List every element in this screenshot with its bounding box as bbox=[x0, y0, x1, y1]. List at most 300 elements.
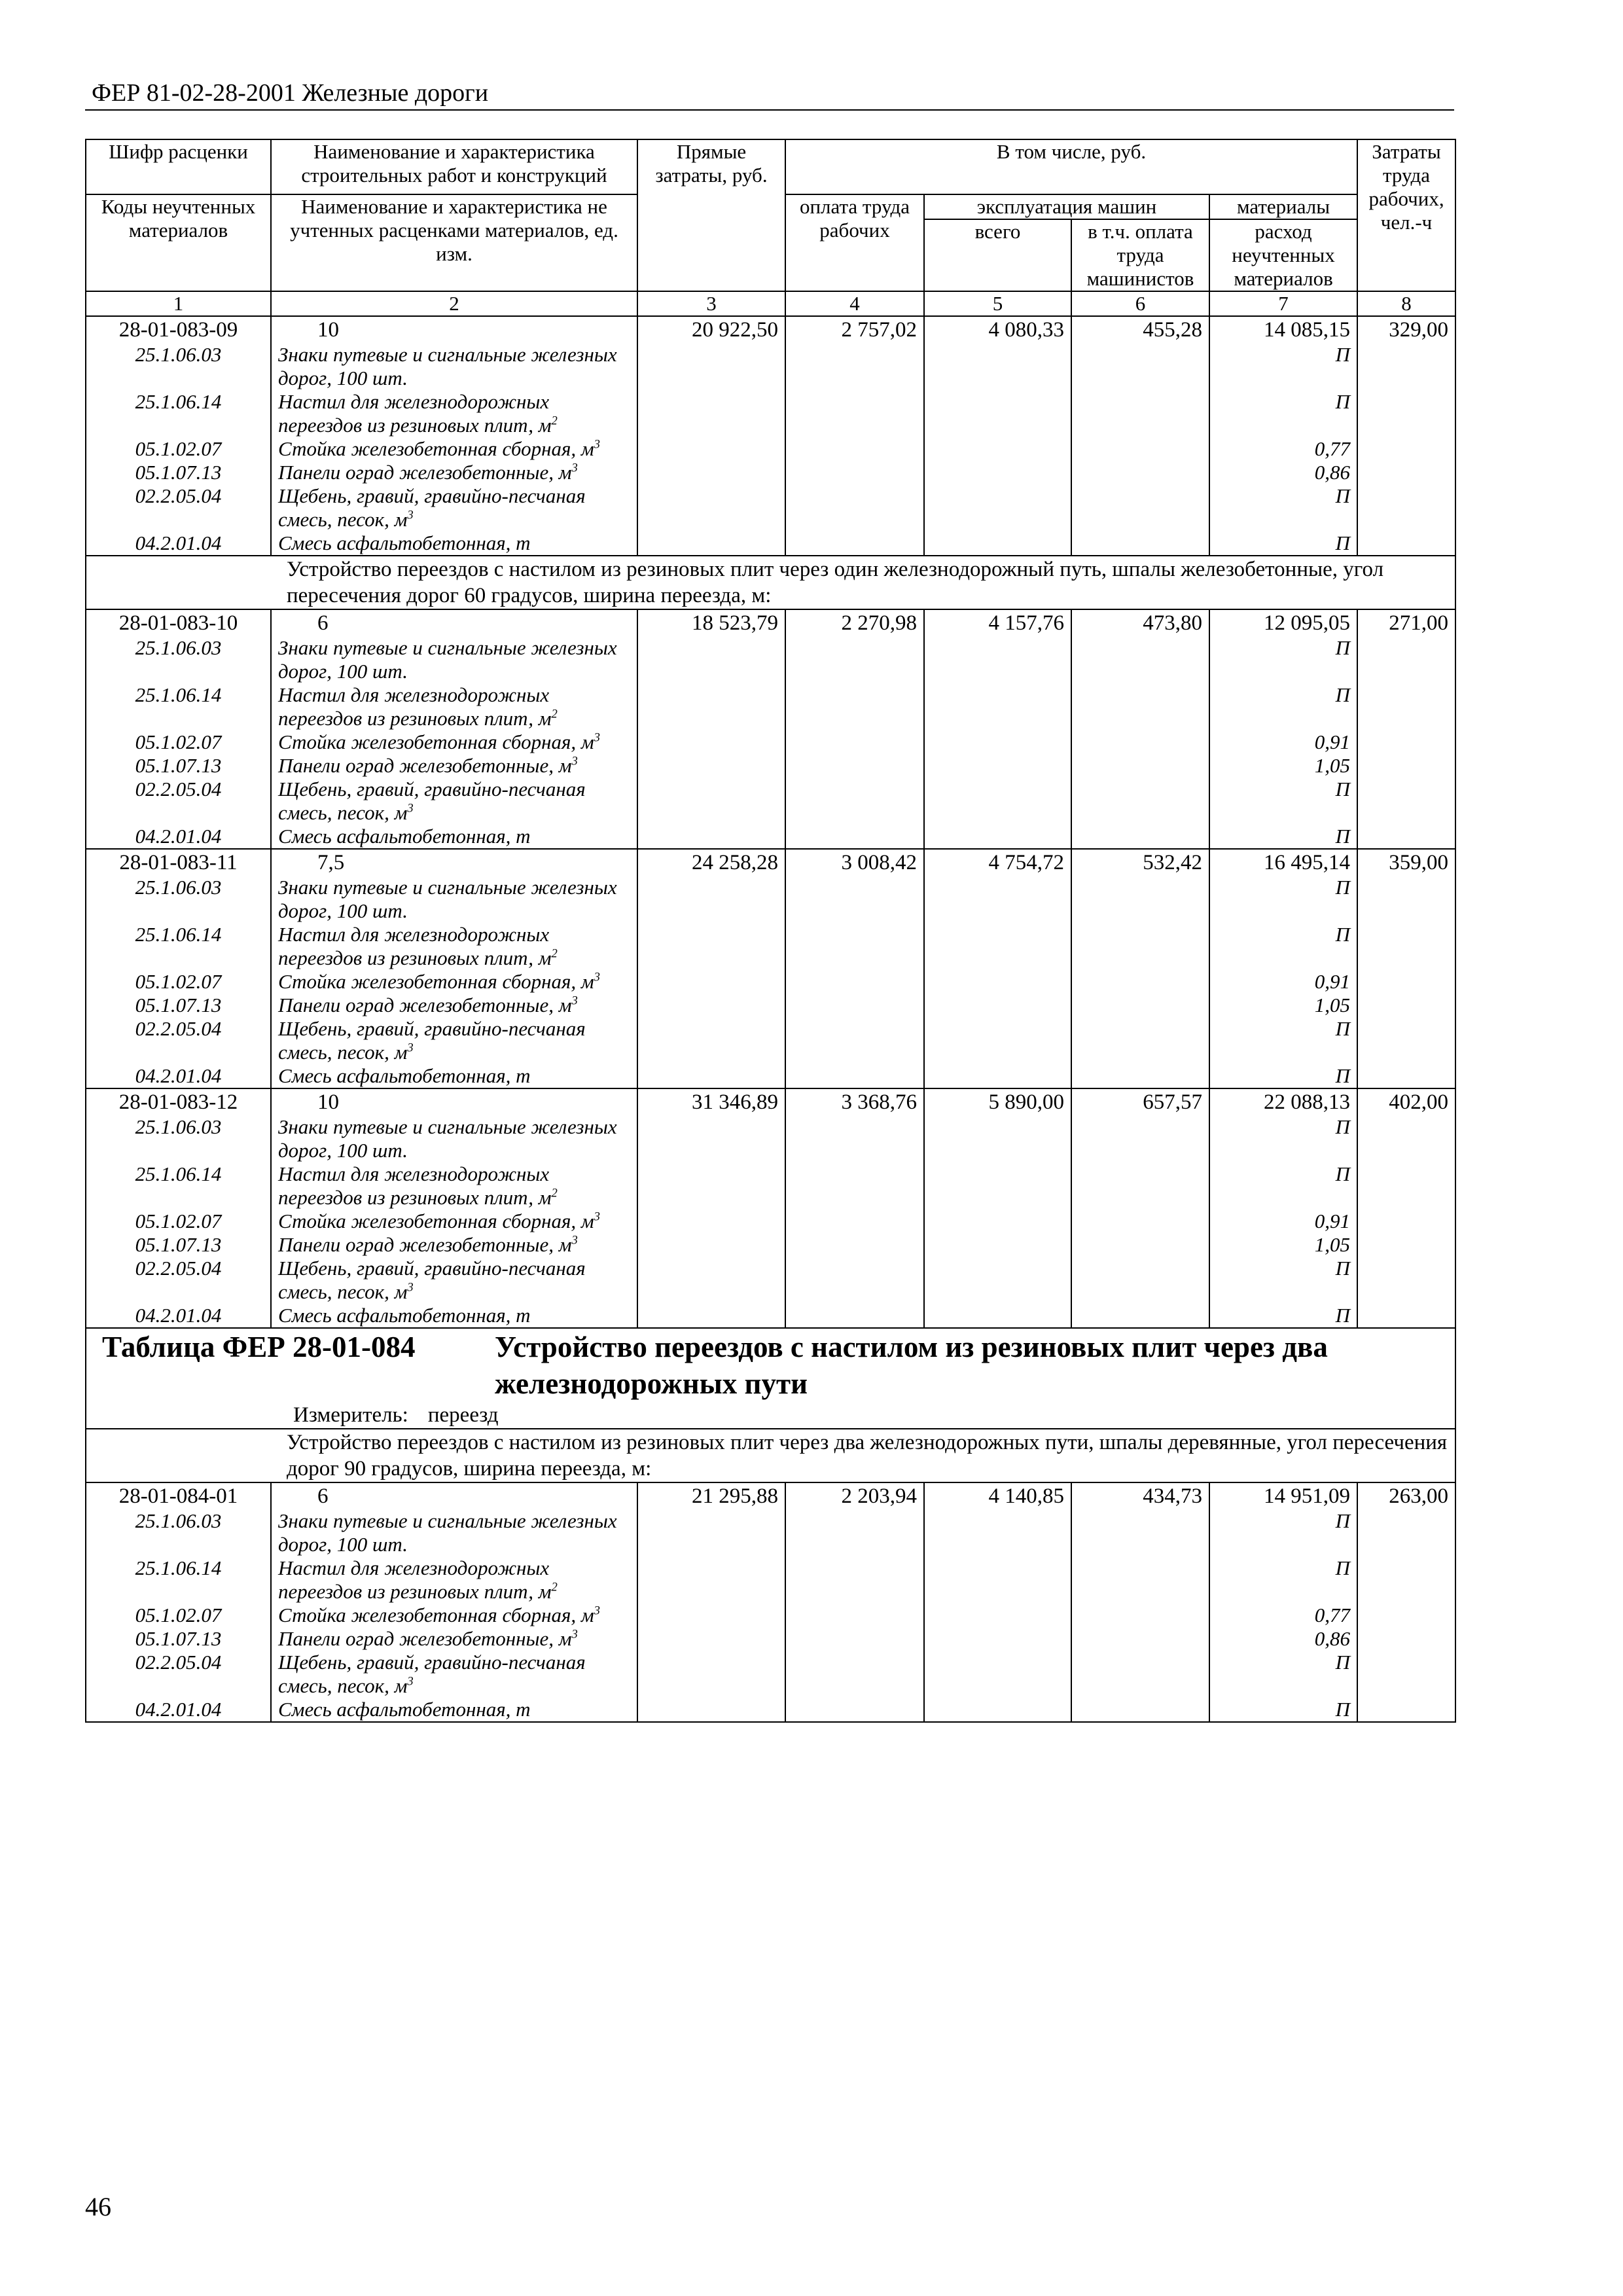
material-name bbox=[271, 778, 637, 825]
header-codes-materials: Коды неучтенных материалов bbox=[86, 194, 271, 291]
empty-cell bbox=[785, 1627, 924, 1651]
empty-cell bbox=[785, 1556, 924, 1604]
material-name-text: Смесь асфальтобетонная, т bbox=[278, 531, 531, 554]
empty-cell bbox=[637, 994, 785, 1017]
material-name bbox=[271, 923, 637, 970]
material-code: 25.1.06.03 bbox=[86, 876, 271, 923]
empty-cell bbox=[785, 636, 924, 683]
rate-code: 28-01-083-11 bbox=[86, 849, 271, 876]
empty-cell bbox=[1357, 1257, 1455, 1304]
material-code: 25.1.06.14 bbox=[86, 683, 271, 730]
material-code: 05.1.02.07 bbox=[86, 970, 271, 994]
machines-cost: 4 754,72 bbox=[924, 849, 1071, 876]
material-row bbox=[86, 484, 1455, 531]
empty-cell bbox=[1071, 730, 1209, 754]
rate-row bbox=[86, 609, 1455, 636]
section-description-row bbox=[86, 1429, 1455, 1482]
empty-cell bbox=[1071, 1556, 1209, 1604]
header-name-materials: Наименование и характеристика не учтенных расценками материалов, ед. изм. bbox=[271, 194, 637, 291]
empty-cell bbox=[785, 1233, 924, 1257]
material-row bbox=[86, 923, 1455, 970]
empty-cell bbox=[785, 683, 924, 730]
material-name-text: Щебень, гравий, гравийно-песчаная смесь, песок, м bbox=[278, 1257, 586, 1303]
material-name-text: Панели оград железобетонные, м bbox=[278, 754, 572, 777]
labor-cost: 263,00 bbox=[1357, 1482, 1455, 1509]
empty-cell bbox=[637, 484, 785, 531]
empty-cell bbox=[785, 1304, 924, 1328]
empty-cell bbox=[1357, 1509, 1455, 1556]
empty-cell bbox=[637, 825, 785, 849]
empty-cell bbox=[637, 1627, 785, 1651]
material-row bbox=[86, 970, 1455, 994]
material-name bbox=[271, 994, 637, 1017]
material-row bbox=[86, 1017, 1455, 1064]
material-usage: П bbox=[1209, 923, 1357, 970]
material-code: 05.1.02.07 bbox=[86, 730, 271, 754]
table-title-row bbox=[86, 1328, 1455, 1402]
empty-cell bbox=[1357, 1115, 1455, 1162]
empty-cell bbox=[1071, 1233, 1209, 1257]
material-row bbox=[86, 1233, 1455, 1257]
material-row bbox=[86, 876, 1455, 923]
empty-cell bbox=[1357, 1627, 1455, 1651]
machinists-wages: 434,73 bbox=[1071, 1482, 1209, 1509]
machinists-wages: 532,42 bbox=[1071, 849, 1209, 876]
header-wages: оплата труда рабочих bbox=[785, 194, 924, 291]
material-code: 25.1.06.14 bbox=[86, 1162, 271, 1210]
empty-cell bbox=[637, 1115, 785, 1162]
section-description bbox=[86, 1429, 1455, 1482]
material-row bbox=[86, 437, 1455, 461]
labor-cost: 402,00 bbox=[1357, 1088, 1455, 1115]
material-row bbox=[86, 730, 1455, 754]
material-usage: 0,91 bbox=[1209, 970, 1357, 994]
unit-exponent: 2 bbox=[551, 414, 558, 428]
wages-cost: 2 203,94 bbox=[785, 1482, 924, 1509]
empty-cell bbox=[637, 1304, 785, 1328]
material-usage: 0,77 bbox=[1209, 1604, 1357, 1627]
unit-exponent: 3 bbox=[594, 730, 600, 745]
material-usage: 0,91 bbox=[1209, 1210, 1357, 1233]
empty-cell bbox=[637, 1210, 785, 1233]
material-name-text: Знаки путевые и сигнальные железных дорог, 100 шт. bbox=[278, 343, 617, 389]
material-usage: П bbox=[1209, 390, 1357, 437]
materials-cost: 16 495,14 bbox=[1209, 849, 1357, 876]
empty-cell bbox=[1357, 876, 1455, 923]
header-name: Наименование и характеристика строительных работ и конструкций bbox=[271, 139, 637, 194]
material-code: 04.2.01.04 bbox=[86, 825, 271, 849]
material-name bbox=[271, 1304, 637, 1328]
material-row bbox=[86, 636, 1455, 683]
column-number: 5 bbox=[924, 291, 1071, 316]
empty-cell bbox=[1071, 1210, 1209, 1233]
empty-cell bbox=[924, 876, 1071, 923]
empty-cell bbox=[1071, 636, 1209, 683]
table-title bbox=[86, 1328, 1455, 1402]
rate-width: 6 bbox=[271, 1482, 637, 1509]
empty-cell bbox=[1357, 1064, 1455, 1088]
material-name bbox=[271, 825, 637, 849]
empty-cell bbox=[924, 754, 1071, 778]
empty-cell bbox=[924, 970, 1071, 994]
header-materials: материалы bbox=[1209, 194, 1357, 219]
rate-code: 28-01-083-09 bbox=[86, 316, 271, 343]
material-usage: 1,05 bbox=[1209, 754, 1357, 778]
empty-cell bbox=[1071, 1651, 1209, 1698]
wages-cost: 2 757,02 bbox=[785, 316, 924, 343]
material-name-text: Панели оград железобетонные, м bbox=[278, 1627, 572, 1650]
measure-label: Измеритель: bbox=[293, 1403, 408, 1427]
empty-cell bbox=[1071, 390, 1209, 437]
page-number: 46 bbox=[85, 2192, 111, 2221]
material-name-text: Настил для железнодорожных переездов из резиновых плит, м bbox=[278, 1162, 552, 1209]
material-usage: 0,86 bbox=[1209, 461, 1357, 484]
empty-cell bbox=[637, 970, 785, 994]
header-incl: В том числе, руб. bbox=[785, 139, 1357, 194]
material-name-text: Смесь асфальтобетонная, т bbox=[278, 1698, 531, 1721]
material-usage: П bbox=[1209, 636, 1357, 683]
empty-cell bbox=[785, 1115, 924, 1162]
empty-cell bbox=[785, 437, 924, 461]
measure-value: переезд bbox=[427, 1403, 499, 1427]
empty-cell bbox=[1357, 1304, 1455, 1328]
material-row bbox=[86, 825, 1455, 849]
rate-width: 6 bbox=[271, 609, 637, 636]
material-row bbox=[86, 1064, 1455, 1088]
empty-cell bbox=[1071, 1509, 1209, 1556]
empty-cell bbox=[785, 531, 924, 556]
unit-exponent: 3 bbox=[407, 1674, 414, 1689]
empty-cell bbox=[1071, 437, 1209, 461]
unit-exponent: 3 bbox=[407, 801, 414, 816]
empty-cell bbox=[1357, 636, 1455, 683]
empty-cell bbox=[637, 1233, 785, 1257]
empty-cell bbox=[1357, 1556, 1455, 1604]
empty-cell bbox=[924, 825, 1071, 849]
unit-exponent: 3 bbox=[571, 754, 578, 768]
header-direct: Прямые затраты, руб. bbox=[637, 139, 785, 291]
empty-cell bbox=[924, 923, 1071, 970]
empty-cell bbox=[1071, 754, 1209, 778]
empty-cell bbox=[785, 1509, 924, 1556]
material-usage: П bbox=[1209, 1556, 1357, 1604]
empty-cell bbox=[637, 437, 785, 461]
material-usage: П bbox=[1209, 1017, 1357, 1064]
empty-cell bbox=[1071, 1064, 1209, 1088]
material-row bbox=[86, 1115, 1455, 1162]
material-name-text: Стойка железобетонная сборная, м bbox=[278, 437, 594, 460]
material-name-text: Смесь асфальтобетонная, т bbox=[278, 1064, 531, 1087]
empty-cell bbox=[1071, 923, 1209, 970]
header-materials-usage: расход неучтенных материалов bbox=[1209, 219, 1357, 291]
empty-cell bbox=[637, 1651, 785, 1698]
material-name-text: Стойка железобетонная сборная, м bbox=[278, 1604, 594, 1626]
empty-cell bbox=[1357, 730, 1455, 754]
rate-row bbox=[86, 316, 1455, 343]
direct-cost: 21 295,88 bbox=[637, 1482, 785, 1509]
material-row bbox=[86, 778, 1455, 825]
empty-cell bbox=[924, 730, 1071, 754]
material-usage: 0,86 bbox=[1209, 1627, 1357, 1651]
wages-cost: 3 368,76 bbox=[785, 1088, 924, 1115]
material-usage: П bbox=[1209, 1651, 1357, 1698]
empty-cell bbox=[1071, 1115, 1209, 1162]
material-name-text: Щебень, гравий, гравийно-песчаная смесь, песок, м bbox=[278, 1651, 586, 1697]
empty-cell bbox=[637, 1017, 785, 1064]
material-name bbox=[271, 636, 637, 683]
empty-cell bbox=[924, 1698, 1071, 1722]
empty-cell bbox=[924, 994, 1071, 1017]
empty-cell bbox=[924, 1651, 1071, 1698]
direct-cost: 31 346,89 bbox=[637, 1088, 785, 1115]
material-usage: П bbox=[1209, 484, 1357, 531]
material-code: 05.1.02.07 bbox=[86, 1210, 271, 1233]
empty-cell bbox=[637, 1257, 785, 1304]
empty-cell bbox=[1357, 1698, 1455, 1722]
direct-cost: 18 523,79 bbox=[637, 609, 785, 636]
machines-cost: 5 890,00 bbox=[924, 1088, 1071, 1115]
empty-cell bbox=[924, 1257, 1071, 1304]
rate-width: 7,5 bbox=[271, 849, 637, 876]
material-name-text: Стойка железобетонная сборная, м bbox=[278, 1210, 594, 1232]
empty-cell bbox=[924, 1233, 1071, 1257]
material-name-text: Знаки путевые и сигнальные железных дорог, 100 шт. bbox=[278, 636, 617, 683]
material-name-text: Знаки путевые и сигнальные железных дорог, 100 шт. bbox=[278, 1509, 617, 1556]
empty-cell bbox=[785, 1651, 924, 1698]
empty-cell bbox=[637, 1556, 785, 1604]
rate-row bbox=[86, 1482, 1455, 1509]
material-row bbox=[86, 1257, 1455, 1304]
empty-cell bbox=[1071, 778, 1209, 825]
empty-cell bbox=[1071, 1017, 1209, 1064]
empty-cell bbox=[785, 754, 924, 778]
material-usage: П bbox=[1209, 1115, 1357, 1162]
empty-cell bbox=[1071, 484, 1209, 531]
material-row bbox=[86, 1556, 1455, 1604]
material-name bbox=[271, 343, 637, 390]
material-name bbox=[271, 1698, 637, 1722]
empty-cell bbox=[1071, 1627, 1209, 1651]
header-machines-wages: в т.ч. оплата труда машинистов bbox=[1071, 219, 1209, 291]
empty-cell bbox=[924, 1304, 1071, 1328]
material-code: 04.2.01.04 bbox=[86, 1698, 271, 1722]
empty-cell bbox=[1357, 1017, 1455, 1064]
material-code: 05.1.07.13 bbox=[86, 994, 271, 1017]
material-row bbox=[86, 1162, 1455, 1210]
unit-exponent: 3 bbox=[594, 970, 600, 984]
material-name bbox=[271, 390, 637, 437]
material-code: 02.2.05.04 bbox=[86, 1257, 271, 1304]
empty-cell bbox=[1357, 683, 1455, 730]
empty-cell bbox=[1071, 1698, 1209, 1722]
material-name bbox=[271, 683, 637, 730]
empty-cell bbox=[1071, 825, 1209, 849]
empty-cell bbox=[637, 876, 785, 923]
running-head: ФЕР 81-02-28-2001 Железные дороги bbox=[92, 79, 489, 107]
empty-cell bbox=[785, 970, 924, 994]
empty-cell bbox=[924, 636, 1071, 683]
material-code: 02.2.05.04 bbox=[86, 1017, 271, 1064]
material-usage: П bbox=[1209, 778, 1357, 825]
empty-cell bbox=[1071, 994, 1209, 1017]
empty-cell bbox=[785, 1210, 924, 1233]
material-code: 04.2.01.04 bbox=[86, 1064, 271, 1088]
material-row bbox=[86, 683, 1455, 730]
material-name bbox=[271, 484, 637, 531]
material-code: 04.2.01.04 bbox=[86, 1304, 271, 1328]
empty-cell bbox=[785, 390, 924, 437]
empty-cell bbox=[924, 531, 1071, 556]
empty-cell bbox=[1357, 461, 1455, 484]
material-name-text: Панели оград железобетонные, м bbox=[278, 994, 572, 1016]
section-description-text: Устройство переездов с настилом из резиновых плит через один железнодорожный путь, шпалы железобетонные, угол пересечения дорог 60 градусов, ширина переезда, м: bbox=[287, 558, 1384, 607]
empty-cell bbox=[1071, 970, 1209, 994]
empty-cell bbox=[1357, 1210, 1455, 1233]
material-name bbox=[271, 461, 637, 484]
material-row bbox=[86, 1509, 1455, 1556]
labor-cost: 271,00 bbox=[1357, 609, 1455, 636]
material-name-text: Смесь асфальтобетонная, т bbox=[278, 1304, 531, 1327]
material-row bbox=[86, 994, 1455, 1017]
empty-cell bbox=[1071, 1304, 1209, 1328]
column-number: 2 bbox=[271, 291, 637, 316]
material-name bbox=[271, 437, 637, 461]
material-name bbox=[271, 876, 637, 923]
material-name bbox=[271, 1627, 637, 1651]
material-code: 04.2.01.04 bbox=[86, 531, 271, 556]
empty-cell bbox=[637, 1064, 785, 1088]
material-name-text: Настил для железнодорожных переездов из резиновых плит, м bbox=[278, 683, 552, 730]
rate-code: 28-01-083-10 bbox=[86, 609, 271, 636]
empty-cell bbox=[1071, 531, 1209, 556]
material-name bbox=[271, 1210, 637, 1233]
material-usage: П bbox=[1209, 1257, 1357, 1304]
section-description bbox=[86, 556, 1455, 609]
material-name-text: Щебень, гравий, гравийно-песчаная смесь, песок, м bbox=[278, 778, 586, 824]
material-usage: П bbox=[1209, 1304, 1357, 1328]
unit-exponent: 2 bbox=[551, 1580, 558, 1594]
material-code: 25.1.06.14 bbox=[86, 923, 271, 970]
empty-cell bbox=[637, 730, 785, 754]
empty-cell bbox=[1357, 1162, 1455, 1210]
empty-cell bbox=[924, 1627, 1071, 1651]
rate-width: 10 bbox=[271, 316, 637, 343]
material-usage: П bbox=[1209, 1698, 1357, 1722]
material-usage: 0,77 bbox=[1209, 437, 1357, 461]
wages-cost: 2 270,98 bbox=[785, 609, 924, 636]
empty-cell bbox=[924, 1210, 1071, 1233]
empty-cell bbox=[1357, 970, 1455, 994]
machinists-wages: 473,80 bbox=[1071, 609, 1209, 636]
empty-cell bbox=[785, 923, 924, 970]
empty-cell bbox=[1357, 923, 1455, 970]
table-label: Таблица ФЕР 28-01-084 bbox=[102, 1331, 416, 1363]
empty-cell bbox=[924, 1017, 1071, 1064]
material-name-text: Настил для железнодорожных переездов из резиновых плит, м bbox=[278, 1556, 552, 1603]
machinists-wages: 657,57 bbox=[1071, 1088, 1209, 1115]
empty-cell bbox=[785, 1257, 924, 1304]
rate-code: 28-01-083-12 bbox=[86, 1088, 271, 1115]
material-name-text: Щебень, гравий, гравийно-песчаная смесь, песок, м bbox=[278, 1017, 586, 1064]
empty-cell bbox=[637, 1698, 785, 1722]
empty-cell bbox=[1357, 1651, 1455, 1698]
empty-cell bbox=[924, 1162, 1071, 1210]
empty-cell bbox=[1357, 437, 1455, 461]
empty-cell bbox=[637, 636, 785, 683]
material-name bbox=[271, 1651, 637, 1698]
header-rule bbox=[85, 109, 1454, 111]
empty-cell bbox=[637, 923, 785, 970]
material-name-text: Знаки путевые и сигнальные железных дорог, 100 шт. bbox=[278, 1115, 617, 1162]
machines-cost: 4 080,33 bbox=[924, 316, 1071, 343]
unit-exponent: 3 bbox=[594, 437, 600, 452]
empty-cell bbox=[924, 1064, 1071, 1088]
empty-cell bbox=[637, 1604, 785, 1627]
material-name bbox=[271, 1257, 637, 1304]
material-code: 25.1.06.03 bbox=[86, 343, 271, 390]
material-code: 25.1.06.03 bbox=[86, 1509, 271, 1556]
empty-cell bbox=[637, 531, 785, 556]
empty-cell bbox=[1071, 876, 1209, 923]
unit-exponent: 3 bbox=[571, 1627, 578, 1641]
material-code: 25.1.06.14 bbox=[86, 1556, 271, 1604]
unit-exponent: 2 bbox=[551, 707, 558, 721]
unit-exponent: 2 bbox=[551, 1186, 558, 1200]
column-numbers-row bbox=[86, 291, 1455, 316]
empty-cell bbox=[785, 343, 924, 390]
empty-cell bbox=[924, 437, 1071, 461]
empty-cell bbox=[1357, 825, 1455, 849]
unit-exponent: 3 bbox=[407, 1041, 414, 1055]
material-row bbox=[86, 1210, 1455, 1233]
material-name bbox=[271, 1115, 637, 1162]
empty-cell bbox=[924, 1115, 1071, 1162]
empty-cell bbox=[1357, 778, 1455, 825]
unit-exponent: 3 bbox=[407, 508, 414, 522]
price-table bbox=[85, 139, 1456, 1723]
material-code: 05.1.07.13 bbox=[86, 461, 271, 484]
wages-cost: 3 008,42 bbox=[785, 849, 924, 876]
material-name-text: Настил для железнодорожных переездов из резиновых плит, м bbox=[278, 923, 552, 969]
material-usage: П bbox=[1209, 343, 1357, 390]
empty-cell bbox=[785, 1162, 924, 1210]
material-usage: 0,91 bbox=[1209, 730, 1357, 754]
material-code: 05.1.07.13 bbox=[86, 754, 271, 778]
unit-exponent: 3 bbox=[571, 1233, 578, 1247]
material-code: 25.1.06.14 bbox=[86, 390, 271, 437]
empty-cell bbox=[1357, 1233, 1455, 1257]
empty-cell bbox=[1071, 343, 1209, 390]
machinists-wages: 455,28 bbox=[1071, 316, 1209, 343]
empty-cell bbox=[637, 461, 785, 484]
materials-cost: 12 095,05 bbox=[1209, 609, 1357, 636]
material-row bbox=[86, 1604, 1455, 1627]
material-name bbox=[271, 1017, 637, 1064]
measure-row bbox=[86, 1402, 1455, 1429]
empty-cell bbox=[785, 876, 924, 923]
material-name bbox=[271, 531, 637, 556]
material-name-text: Панели оград железобетонные, м bbox=[278, 1233, 572, 1256]
empty-cell bbox=[785, 461, 924, 484]
empty-cell bbox=[637, 343, 785, 390]
empty-cell bbox=[924, 1509, 1071, 1556]
empty-cell bbox=[637, 390, 785, 437]
empty-cell bbox=[924, 1604, 1071, 1627]
material-code: 05.1.02.07 bbox=[86, 1604, 271, 1627]
empty-cell bbox=[637, 754, 785, 778]
empty-cell bbox=[1357, 484, 1455, 531]
empty-cell bbox=[1071, 1604, 1209, 1627]
